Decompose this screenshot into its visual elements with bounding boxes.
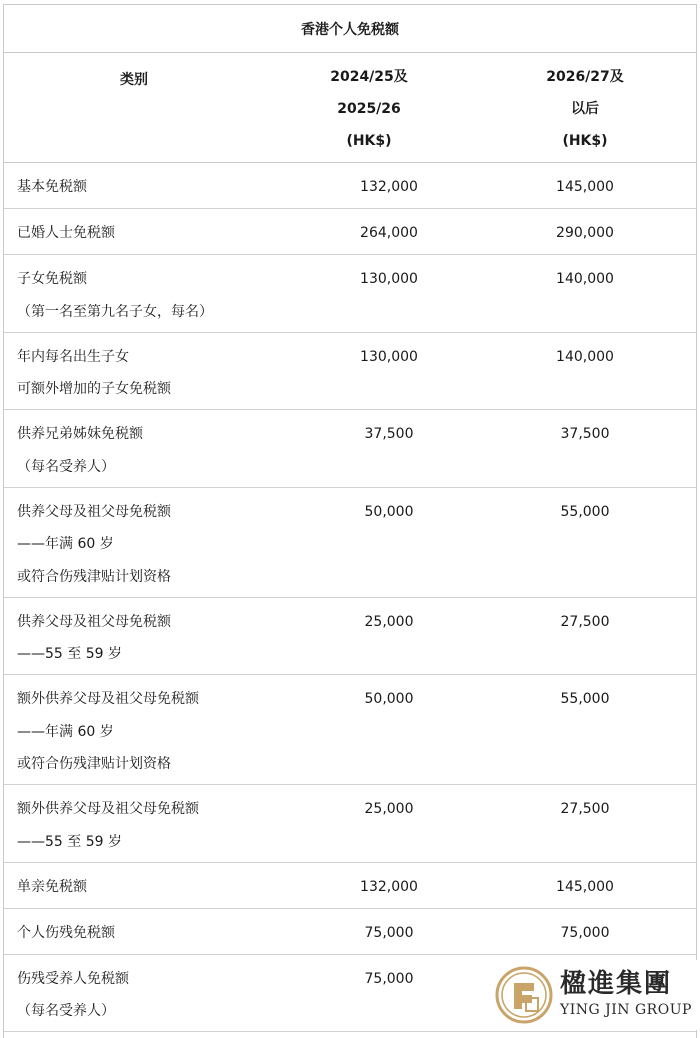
row-category [4, 675, 264, 784]
row-value-2024 [264, 598, 474, 675]
logo-name-cn: 楹進集團 [560, 969, 673, 999]
table-row [4, 785, 696, 863]
value-2024: 264,000 [360, 225, 418, 241]
header-col1-line: 2025/26 [337, 101, 401, 117]
table-row [4, 488, 696, 598]
table-row [4, 333, 696, 411]
ying-jin-logo-icon [494, 965, 554, 1025]
header-col2 [474, 45, 696, 162]
value-2024: 50,000 [364, 503, 414, 520]
row-category [4, 255, 264, 332]
row-category-line: 或符合伤残津贴计划资格 [17, 756, 171, 772]
row-category-line: ——55 至 59 岁 [17, 646, 122, 662]
row-value-2026 [474, 410, 696, 487]
row-value-2026 [474, 598, 696, 675]
table-row [4, 675, 696, 785]
row-value-2024 [264, 209, 474, 254]
row-category [4, 488, 264, 597]
row-category-line: 可额外增加的子女免税额 [17, 381, 171, 397]
row-value-2024 [264, 333, 474, 410]
row-category-line: 基本免税额 [17, 179, 87, 195]
value-2024: 37,500 [364, 426, 414, 442]
row-value-2024 [264, 955, 474, 1032]
table-row [4, 163, 696, 209]
table-row [4, 598, 696, 676]
row-value-2026 [474, 209, 696, 254]
row-value-2024 [264, 255, 474, 332]
value-2026: 27,500 [560, 801, 610, 817]
logo-name-en: YING JIN GROUP [560, 1002, 692, 1018]
row-value-2024 [264, 785, 474, 862]
row-category [4, 598, 264, 675]
table-row [4, 410, 696, 488]
value-2026: 140,000 [556, 271, 614, 287]
row-category-line: ——年满 60 岁 [17, 536, 114, 552]
row-category-line: （每名受养人） [17, 1003, 115, 1019]
row-category-line: 供养父母及祖父母免税额 [17, 503, 171, 520]
value-2024: 130,000 [360, 271, 418, 287]
row-category-line: 额外供养父母及祖父母免税额 [17, 801, 199, 817]
row-value-2026 [474, 488, 696, 597]
row-category [4, 333, 264, 410]
value-2026: 145,000 [556, 878, 614, 895]
value-2026: 55,000 [560, 503, 610, 520]
table-title: 香港个人免税额 [4, 5, 696, 53]
allowance-table [3, 4, 697, 1038]
row-category-line: 个人伤残免税额 [17, 924, 115, 941]
row-category [4, 909, 264, 954]
value-2024: 50,000 [364, 691, 414, 707]
row-category-line: （第一名至第九名子女，每名） [17, 303, 213, 320]
header-col2-line: 2026/27及 [546, 69, 624, 85]
logo-text [560, 969, 692, 1021]
row-category [4, 955, 264, 1032]
value-2026: 75,000 [560, 924, 610, 941]
value-2024: 25,000 [364, 613, 414, 630]
value-2026: 27,500 [560, 613, 610, 630]
row-value-2026 [474, 333, 696, 410]
value-2026: 290,000 [556, 225, 614, 241]
value-2024: 132,000 [360, 878, 418, 895]
row-category-line: 或符合伤残津贴计划资格 [17, 568, 171, 585]
row-value-2024 [264, 163, 474, 208]
watermark-logo [492, 960, 698, 1030]
row-value-2024 [264, 863, 474, 908]
row-value-2024 [264, 909, 474, 954]
value-2024: 75,000 [364, 924, 414, 941]
row-category [4, 410, 264, 487]
row-category-line: 年内每名出生子女 [17, 348, 129, 365]
row-category-line: 单亲免税额 [17, 878, 87, 895]
header-col1-line: 2024/25及 [330, 69, 408, 85]
row-category-line: 供养父母及祖父母免税额 [17, 613, 171, 630]
row-category-line: 子女免税额 [17, 271, 87, 287]
value-2024: 130,000 [360, 348, 418, 365]
table-row [4, 909, 696, 955]
row-category-line: ——55 至 59 岁 [17, 833, 122, 850]
table-row [4, 209, 696, 255]
row-category [4, 209, 264, 254]
header-col1 [264, 45, 474, 162]
value-2026: 37,500 [560, 426, 610, 442]
value-2024: 75,000 [364, 970, 414, 987]
row-category [4, 863, 264, 908]
row-category-line: 已婚人士免税额 [17, 225, 115, 241]
value-2026: 55,000 [560, 691, 610, 707]
row-value-2026 [474, 255, 696, 332]
row-category-line: 供养兄弟姊妹免税额 [17, 426, 143, 442]
row-value-2026 [474, 675, 696, 784]
table-row [4, 255, 696, 333]
header-col2-line: (HK$) [562, 133, 608, 149]
row-category-line: 伤残受养人免税额 [17, 970, 129, 987]
header-category: 类别 [120, 72, 148, 88]
row-value-2024 [264, 488, 474, 597]
row-category-line: ——年满 60 岁 [17, 723, 114, 740]
value-2026: 145,000 [556, 179, 614, 195]
row-value-2024 [264, 410, 474, 487]
table-body [4, 163, 696, 1032]
row-category [4, 163, 264, 208]
row-category [4, 785, 264, 862]
value-2024: 25,000 [364, 801, 414, 817]
row-value-2026 [474, 785, 696, 862]
row-value-2026 [474, 863, 696, 908]
row-value-2026 [474, 909, 696, 954]
row-value-2024 [264, 675, 474, 784]
header-col2-line: 以后 [571, 101, 599, 117]
header-col1-line: (HK$) [346, 133, 392, 149]
row-category-line: 额外供养父母及祖父母免税额 [17, 691, 199, 707]
table-header [4, 53, 696, 163]
row-value-2026 [474, 163, 696, 208]
table-row [4, 863, 696, 909]
row-category-line: （每名受养人） [17, 458, 115, 475]
value-2026: 140,000 [556, 348, 614, 365]
value-2024: 132,000 [360, 179, 418, 195]
